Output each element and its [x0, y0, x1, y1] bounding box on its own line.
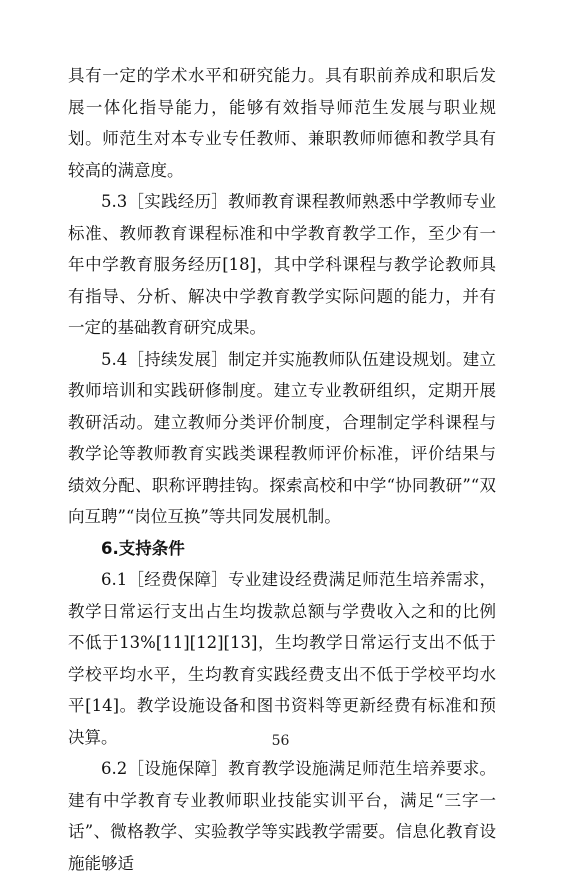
paragraph-6-2-facilities: 6.2［设施保障］教育教学设施满足师范生培养要求。建有中学教育专业教师职业技能实训平台，满足“三字一话”、微格教学、实验教学等实践教学需要。信息化教育设施能够适	[68, 759, 496, 873]
document-body	[68, 60, 496, 879]
paragraph-5-3-practice-experience: 5.3［实践经历］教师教育课程教师熟悉中学教师专业标准、教师教育课程标准和中学教育教学工作，至少有一年中学教育服务经历[18]，其中学科课程与教学论教师具有指导、分析、解决中学教育教学实际问题的能力，并有一定的基础教育研究成果。	[68, 192, 496, 337]
paragraph-6-1-funding: 6.1［经费保障］专业建设经费满足师范生培养需求，教学日常运行支出占生均拨款总额与学费收入之和的比例不低于13%[11][12][13]，生均教学日常运行支出不低于学校平均水平，生均教育实践经费支出不低于学校平均水平[14]。教学设施设备和图书资料等更新经费有标准和预决算。	[68, 570, 496, 747]
section-heading-support-conditions: 6.支持条件	[101, 538, 185, 558]
page-number: 56	[271, 733, 290, 749]
paragraph-faculty-capability: 具有一定的学术水平和研究能力。具有职前养成和职后发展一体化指导能力，能够有效指导师范生发展与职业规划。师范生对本专业专任教师、兼职教师师德和教学具有较高的满意度。	[68, 66, 496, 180]
paragraph-5-4-continuous-development: 5.4［持续发展］制定并实施教师队伍建设规划。建立教师培训和实践研修制度。建立专业教研组织，定期开展教研活动。建立教师分类评价制度，合理制定学科课程与教学论等教师教育实践类课程教师评价标准，评价结果与绩效分配、职称评聘挂钩。探索高校和中学“协同教研”“双向互聘”“岗位互换”等共同发展机制。	[68, 349, 496, 526]
